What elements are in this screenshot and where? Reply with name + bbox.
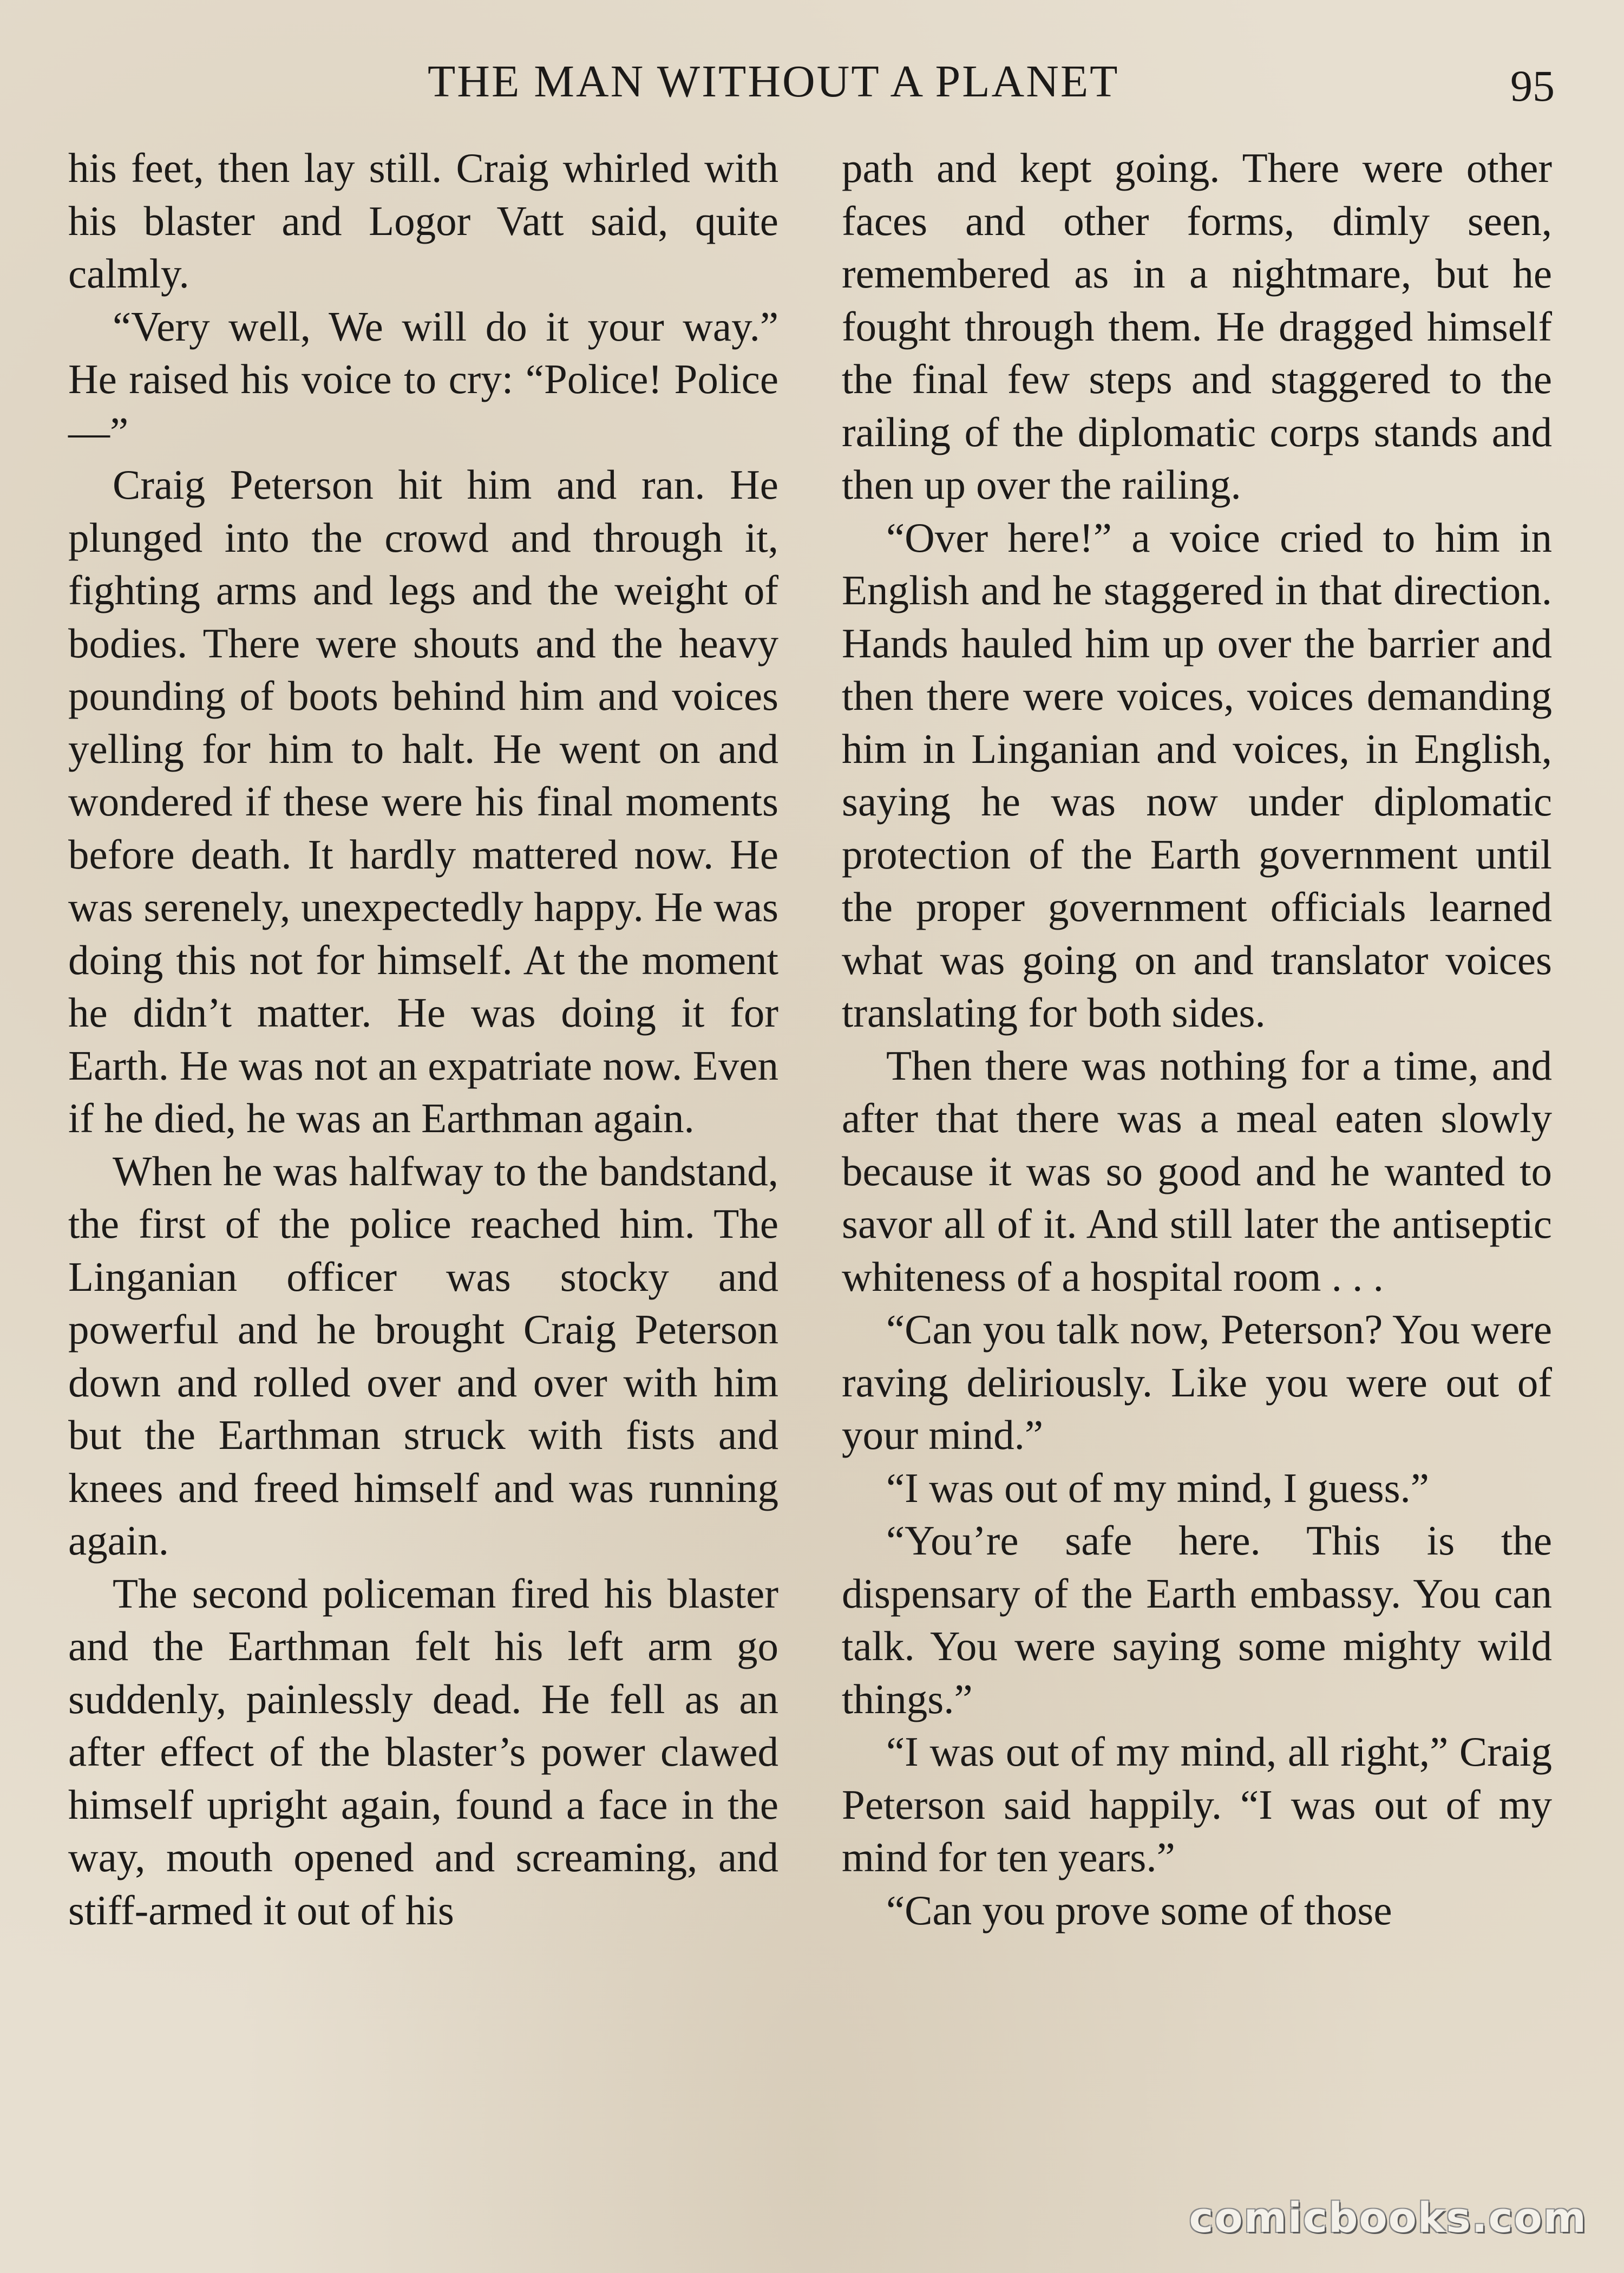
paragraph: “Over here!” a voice cried to him in English and he staggered in that direction. Hands hauled him up over the barrier and then there were voices, voices demanding him in Linganian and voices, in English, saying he was now under diplomatic protection of the Earth government until the proper government officials learned what was going on and translator voices translating for both sides.	[842, 514, 1552, 1036]
paragraph: “Can you talk now, Peterson? You were raving deliriously. Like you were out of your mind.”	[842, 1306, 1552, 1458]
running-head	[0, 52, 1624, 112]
paragraph: his feet, then lay still. Craig whirled with his blaster and Logor Vatt said, quite calmly.	[68, 145, 778, 297]
paragraph: “I was out of my mind, all right,” Craig Peterson said happily. “I was out of my mind for ten years.”	[842, 1728, 1552, 1880]
right-column	[842, 142, 1552, 1937]
paragraph: The second policeman fired his blaster and the Earthman felt his left arm go suddenly, painlessly dead. He fell as an after effect of the blaster’s power clawed himself upright again, found a face in the way, mouth opened and screaming, and stiff-armed it out of his	[68, 1570, 778, 1934]
left-column	[68, 142, 778, 1937]
paragraph: path and kept going. There were other faces and other forms, dimly seen, remembered as in a nightmare, but he fought through them. He dragged himself the final few steps and staggered to the railing of the diplomatic corps stands and then up over the railing.	[842, 145, 1552, 508]
paragraph: Craig Peterson hit him and ran. He plunged into the crowd and through it, fighting arms and legs and the weight of bodies. There were shouts and the heavy pounding of boots behind him and voices yelling for him to halt. He went on and wondered if these were his final moments before death. It hardly mattered now. He was serenely, unexpectedly happy. He was doing this not for himself. At the moment he didn’t matter. He was doing it for Earth. He was not an expatriate now. Even if he died, he was an Earthman again.	[68, 461, 778, 1141]
watermark: comicbooks.com	[1189, 2193, 1587, 2242]
paragraph: “I was out of my mind, I guess.”	[886, 1464, 1429, 1511]
paragraph: “Very well, We will do it your way.” He raised his voice to cry: “Police! Police —”	[68, 303, 778, 455]
paragraph: “You’re safe here. This is the dispensary of the Earth embassy. You can talk. You were saying some mighty wild things.”	[842, 1517, 1552, 1722]
page-number: 95	[1510, 61, 1555, 110]
paragraph: Then there was nothing for a time, and after that there was a meal eaten slowly because it was so good and he wanted to savor all of it. And still later the antiseptic whiteness of a hospital room . . .	[842, 1042, 1552, 1300]
paragraph: When he was halfway to the bandstand, the first of the police reached him. The Linganian officer was stocky and powerful and he brought Craig Peterson down and rolled over and over with him but the Earthman struck with fists and knees and freed himself and was running again.	[68, 1147, 778, 1564]
paragraph: “Can you prove some of those	[886, 1886, 1392, 1934]
running-title: THE MAN WITHOUT A PLANET	[428, 56, 1119, 107]
